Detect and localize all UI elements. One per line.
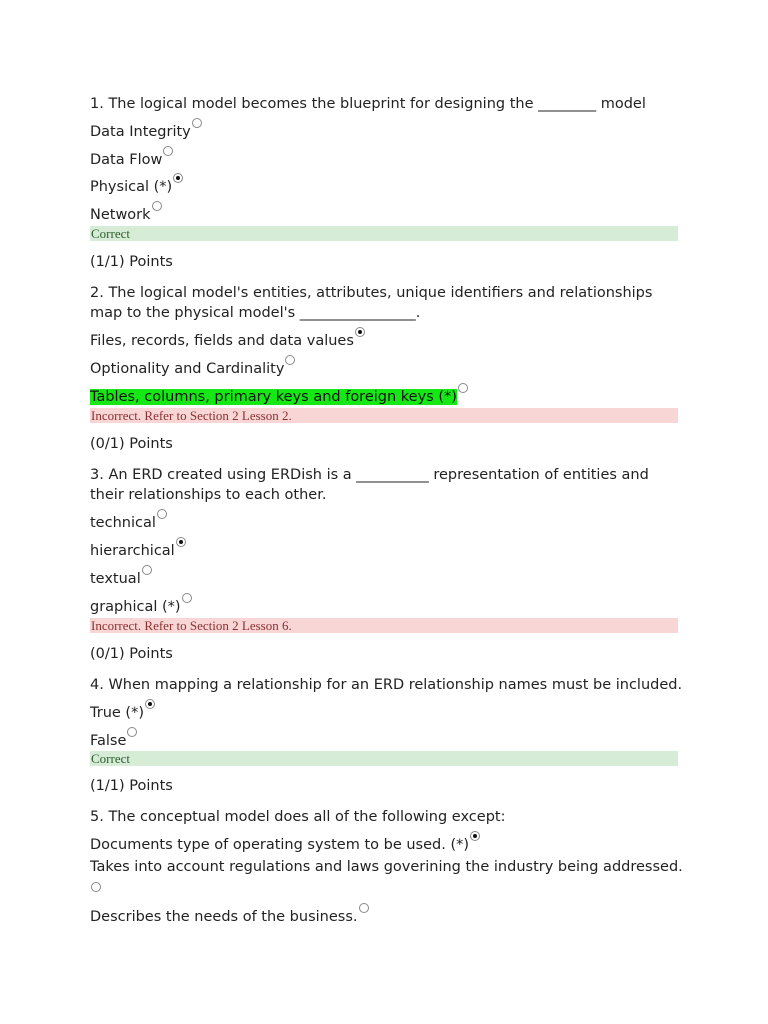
- option-label: Data Flow: [90, 152, 163, 168]
- q2-option-2[interactable]: [90, 359, 295, 379]
- radio-selected-icon[interactable]: [355, 327, 365, 337]
- q1-feedback: Correct: [90, 226, 678, 241]
- radio-icon[interactable]: [458, 383, 468, 393]
- q3-option-4[interactable]: [90, 597, 192, 617]
- q1-option-3[interactable]: [90, 177, 183, 197]
- radio-icon[interactable]: [152, 201, 162, 211]
- radio-icon[interactable]: [91, 882, 101, 892]
- q3-option-2[interactable]: [90, 541, 186, 561]
- correct-answer-highlight: Tables, columns, primary keys and foreign keys (*): [90, 389, 457, 405]
- option-label: Files, records, fields and data values: [90, 333, 354, 349]
- radio-selected-icon[interactable]: [173, 173, 183, 183]
- option-label: Data Integrity: [90, 124, 191, 140]
- q5-option-3[interactable]: [90, 907, 369, 927]
- option-label: Network: [90, 207, 151, 223]
- q1-points: (1/1) Points: [90, 254, 173, 270]
- option-label: Describes the needs of the business.: [90, 909, 358, 925]
- q2-option-3[interactable]: [90, 387, 468, 407]
- option-label: False: [90, 733, 127, 749]
- radio-icon[interactable]: [285, 355, 295, 365]
- q5-option-2-label[interactable]: Takes into account regulations and laws goverining the industry being addressed.: [90, 859, 683, 875]
- q2-feedback: Incorrect. Refer to Section 2 Lesson 2.: [90, 408, 678, 423]
- option-label: True (*): [90, 705, 144, 721]
- option-label: graphical (*): [90, 599, 181, 615]
- q4-option-2[interactable]: [90, 731, 137, 751]
- radio-icon[interactable]: [359, 903, 369, 913]
- question-2-text: 2. The logical model's entities, attributes, unique identifiers and relationships map to the physical model's ________________.: [90, 285, 653, 321]
- q3-option-3[interactable]: [90, 569, 152, 589]
- radio-selected-icon[interactable]: [176, 537, 186, 547]
- radio-selected-icon[interactable]: [470, 831, 480, 841]
- question-1-text: 1. The logical model becomes the blueprint for designing the ________ model: [90, 96, 646, 112]
- option-label: Optionality and Cardinality: [90, 361, 285, 377]
- q1-option-2[interactable]: [90, 150, 173, 170]
- radio-icon[interactable]: [192, 118, 202, 128]
- radio-icon[interactable]: [182, 593, 192, 603]
- option-label: technical: [90, 515, 156, 531]
- question-3-text: 3. An ERD created using ERDish is a __________ representation of entities and their relationships to each other.: [90, 467, 649, 503]
- q1-option-1[interactable]: [90, 122, 202, 142]
- option-label: hierarchical: [90, 543, 175, 559]
- radio-icon[interactable]: [142, 565, 152, 575]
- option-label: Documents type of operating system to be used. (*): [90, 837, 470, 853]
- option-label: textual: [90, 571, 141, 587]
- q3-option-1[interactable]: [90, 513, 167, 533]
- option-label: Physical (*): [90, 179, 173, 195]
- radio-icon[interactable]: [163, 146, 173, 156]
- radio-icon[interactable]: [127, 727, 137, 737]
- q3-points: (0/1) Points: [90, 646, 173, 662]
- question-4-text: 4. When mapping a relationship for an ERD relationship names must be included.: [90, 677, 683, 693]
- q2-option-1[interactable]: [90, 331, 365, 351]
- q4-points: (1/1) Points: [90, 778, 173, 794]
- radio-icon[interactable]: [157, 509, 167, 519]
- q4-feedback: Correct: [90, 751, 678, 766]
- question-5-text: 5. The conceptual model does all of the following except:: [90, 809, 506, 825]
- q3-feedback: Incorrect. Refer to Section 2 Lesson 6.: [90, 618, 678, 633]
- q2-points: (0/1) Points: [90, 436, 173, 452]
- q1-option-4[interactable]: [90, 205, 162, 225]
- q5-option-1[interactable]: [90, 835, 480, 855]
- radio-selected-icon[interactable]: [145, 699, 155, 709]
- q4-option-1[interactable]: [90, 703, 155, 723]
